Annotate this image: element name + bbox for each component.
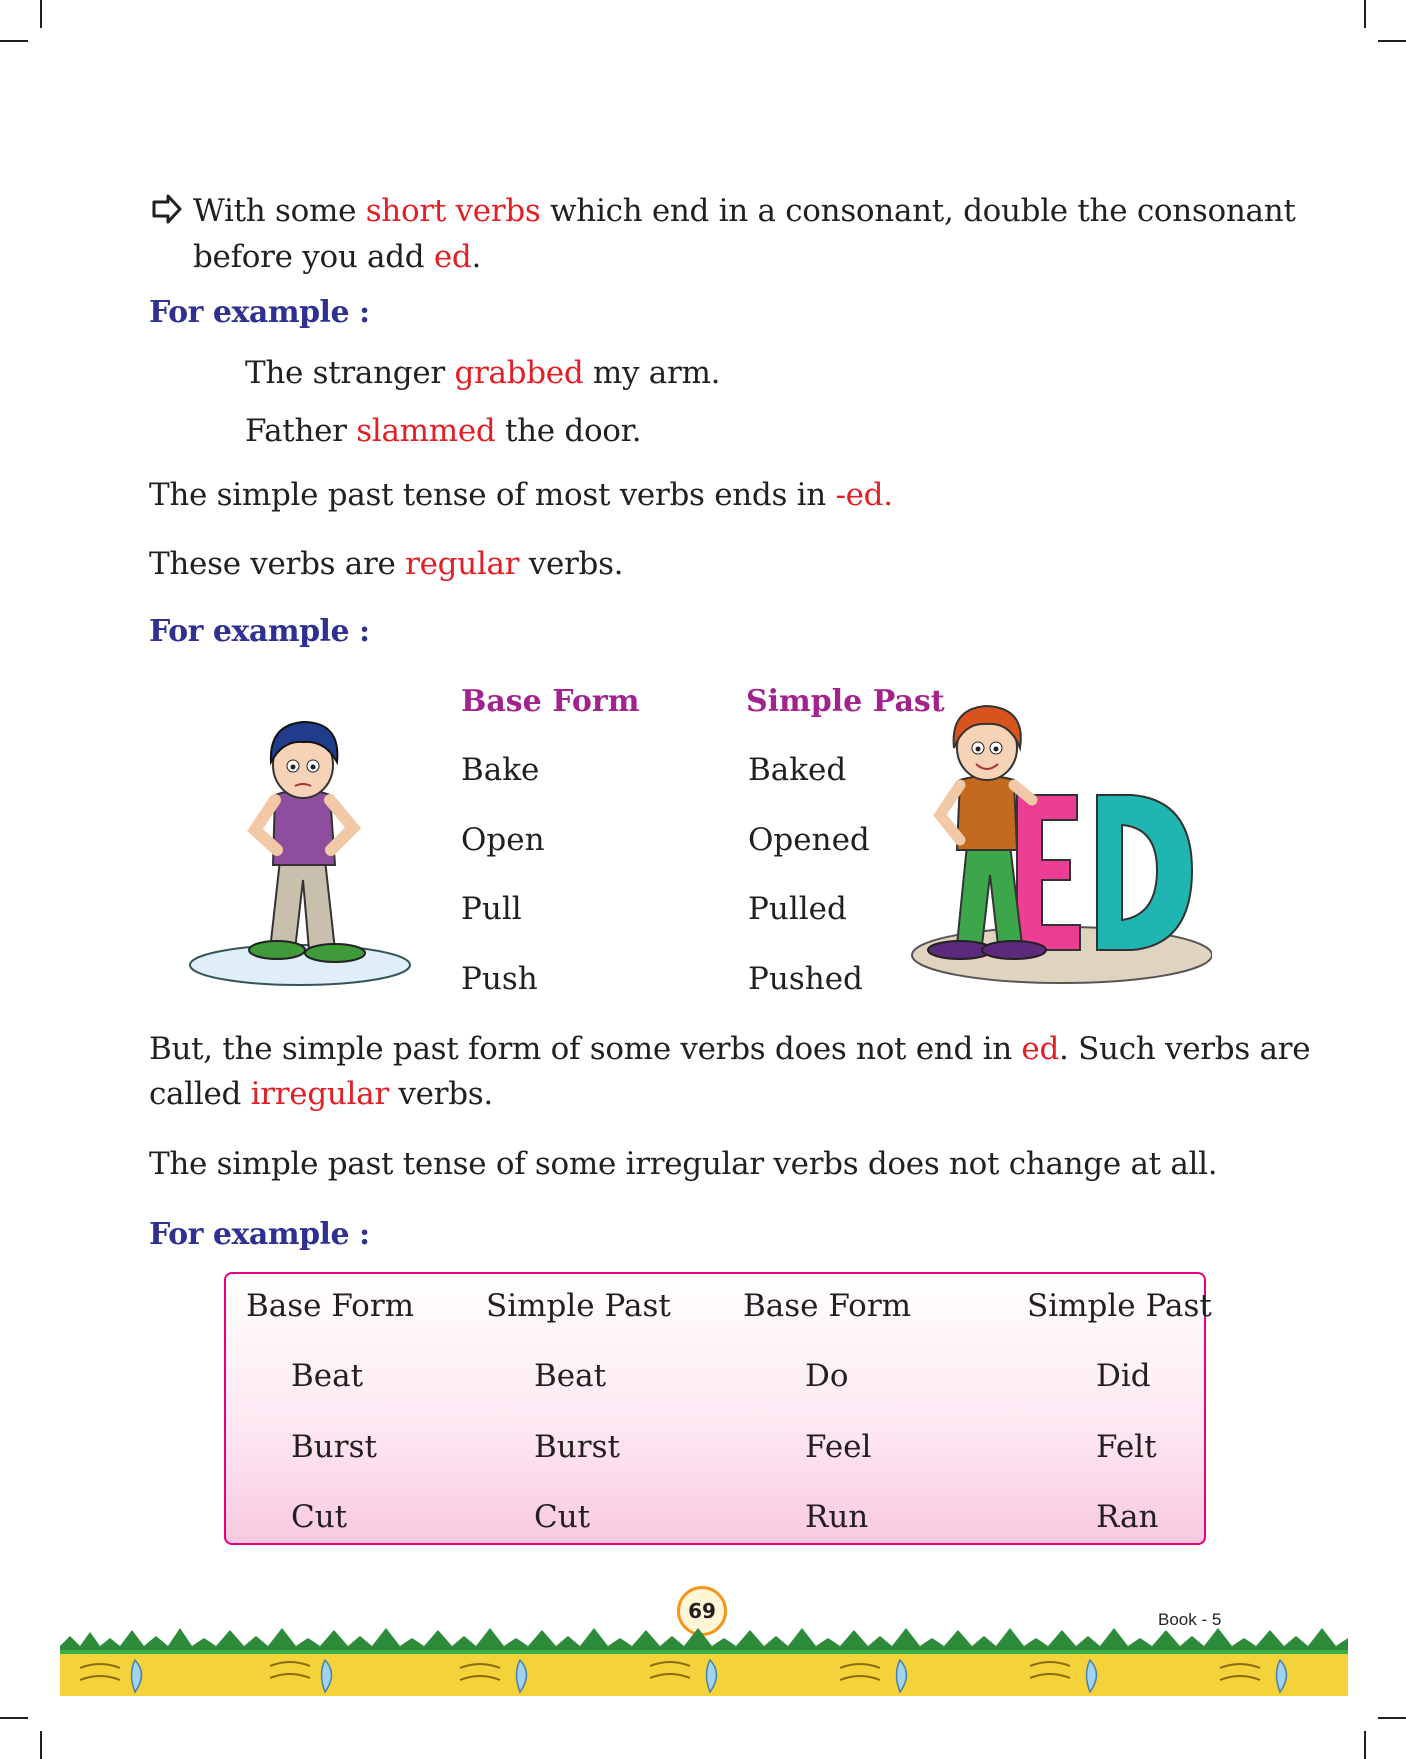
example-sentence-1: The stranger grabbed my arm. bbox=[245, 355, 721, 391]
table-cell: Did bbox=[1096, 1358, 1151, 1394]
table-cell: Do bbox=[805, 1358, 849, 1394]
table-cell: Beat bbox=[534, 1358, 607, 1394]
example-heading-1: For example : bbox=[149, 295, 370, 330]
table-cell: Felt bbox=[1096, 1429, 1157, 1465]
table-cell: Beat bbox=[291, 1358, 364, 1394]
boy-puddle-illustration bbox=[185, 710, 425, 990]
table-cell: Feel bbox=[805, 1429, 872, 1465]
irregular-verbs-table bbox=[224, 1272, 1212, 1545]
example-sentence-2: Father slammed the door. bbox=[245, 413, 642, 449]
crop-mark bbox=[1364, 1731, 1366, 1759]
table-cell: Ran bbox=[1096, 1499, 1159, 1535]
simple-past-cell: Baked bbox=[748, 752, 847, 788]
arrow-bullet-icon bbox=[152, 194, 182, 224]
crop-mark bbox=[0, 40, 28, 42]
crop-mark bbox=[0, 1717, 28, 1719]
rule-line-2: before you add ed. bbox=[193, 239, 482, 275]
crop-mark bbox=[1378, 1717, 1406, 1719]
irregular-rule-line-1: But, the simple past form of some verbs does not end in ed. Such verbs are bbox=[149, 1031, 1311, 1067]
past-tense-rule: The simple past tense of most verbs ends in -ed. bbox=[149, 477, 893, 513]
table-cell: Cut bbox=[291, 1499, 348, 1535]
table-cell: Run bbox=[805, 1499, 869, 1535]
column-header-base-form: Base Form bbox=[461, 684, 640, 719]
column-header-simple-past: Simple Past bbox=[746, 684, 945, 719]
base-form-cell: Push bbox=[461, 961, 538, 997]
base-form-cell: Open bbox=[461, 822, 545, 858]
unchanged-rule: The simple past tense of some irregular verbs does not change at all. bbox=[149, 1146, 1218, 1182]
regular-verbs-rule: These verbs are regular verbs. bbox=[149, 546, 624, 582]
book-label: Book - 5 bbox=[1158, 1610, 1222, 1629]
crop-mark bbox=[1378, 40, 1406, 42]
ed-letters-label: ED bbox=[1052, 740, 1054, 741]
example-heading-2: For example : bbox=[149, 614, 370, 649]
crop-mark bbox=[40, 1731, 42, 1759]
rule-line-1: With some short verbs which end in a consonant, double the consonant bbox=[193, 193, 1296, 229]
simple-past-cell: Pulled bbox=[748, 891, 847, 927]
table-header: Base Form bbox=[743, 1288, 912, 1324]
example-heading-3: For example : bbox=[149, 1217, 370, 1252]
simple-past-cell: Pushed bbox=[748, 961, 863, 997]
crop-mark bbox=[1364, 0, 1366, 28]
page-number: 69 bbox=[677, 1586, 727, 1636]
simple-past-cell: Opened bbox=[748, 822, 870, 858]
table-header: Simple Past bbox=[486, 1288, 671, 1324]
footer-landscape-border bbox=[60, 1618, 1348, 1698]
table-cell: Cut bbox=[534, 1499, 591, 1535]
table-cell: Burst bbox=[291, 1429, 377, 1465]
table-cell: Burst bbox=[534, 1429, 620, 1465]
base-form-cell: Pull bbox=[461, 891, 522, 927]
irregular-rule-line-2: called irregular verbs. bbox=[149, 1076, 493, 1112]
crop-mark bbox=[40, 0, 42, 28]
table-header: Base Form bbox=[246, 1288, 415, 1324]
base-form-cell: Bake bbox=[461, 752, 540, 788]
girl-ed-letters-illustration bbox=[902, 700, 1212, 990]
table-header: Simple Past bbox=[1027, 1288, 1212, 1324]
